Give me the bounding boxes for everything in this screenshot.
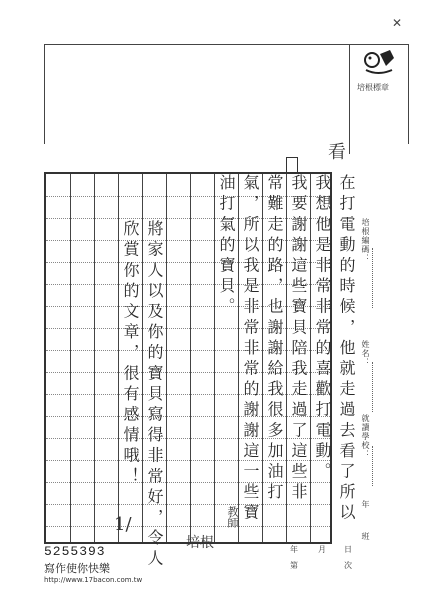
stamp-divider: [349, 44, 350, 154]
no-label: 第: [290, 561, 298, 570]
teacher-comment-column-2: 欣賞你的文章，很有感情哦！: [121, 220, 140, 488]
school-field-line: [372, 446, 373, 486]
month-label: 月: [318, 545, 326, 554]
grade-label: 年: [361, 500, 370, 509]
year-label: 年: [290, 545, 298, 554]
day-label: 日: [344, 545, 352, 554]
code-field-line: [372, 248, 373, 308]
times-label: 次: [344, 561, 352, 570]
close-icon: ✕: [392, 16, 403, 30]
stamp-box: [44, 44, 409, 144]
teacher-signature: 培根: [186, 535, 214, 551]
essay-column-1: 在打電動的時候，他就走過去看了所以: [337, 174, 356, 525]
essay-column-6: 油打氣的寶貝。: [217, 174, 236, 319]
teacher-comment-column-1: 將家人以及你的寶貝寫得非常好，令人: [145, 220, 164, 571]
essay-column-5: 氣，所以我是非常非常的謝謝這一些寶: [241, 174, 260, 525]
stamp-label: 培根標章: [357, 83, 389, 92]
name-label: 姓名：: [361, 340, 370, 367]
class-label: 班: [361, 532, 370, 541]
essay-column-2: 我想他是非常非常的喜歡打電動。: [313, 174, 332, 483]
slogan: 寫作使你快樂: [44, 562, 110, 575]
id-number: 5255393: [44, 544, 106, 559]
marker-box: [286, 157, 298, 173]
essay-column-4: 常難走的路，也謝謝給我很多加油打: [265, 174, 284, 504]
teacher-stroke-mark: 1/: [114, 514, 132, 535]
teacher-note: 看: [328, 142, 346, 163]
website-url: http://www.17bacon.com.tw: [44, 576, 143, 584]
bacon-stamp-icon: [360, 46, 398, 76]
teacher-badge: 教師: [226, 506, 239, 528]
essay-column-3: 我要謝謝這些寶貝陪我走過了這些非: [289, 174, 308, 504]
name-field-line: [372, 362, 373, 412]
school-label: 就讀學校：: [361, 414, 370, 459]
code-label: 培根編碼：: [361, 218, 370, 263]
